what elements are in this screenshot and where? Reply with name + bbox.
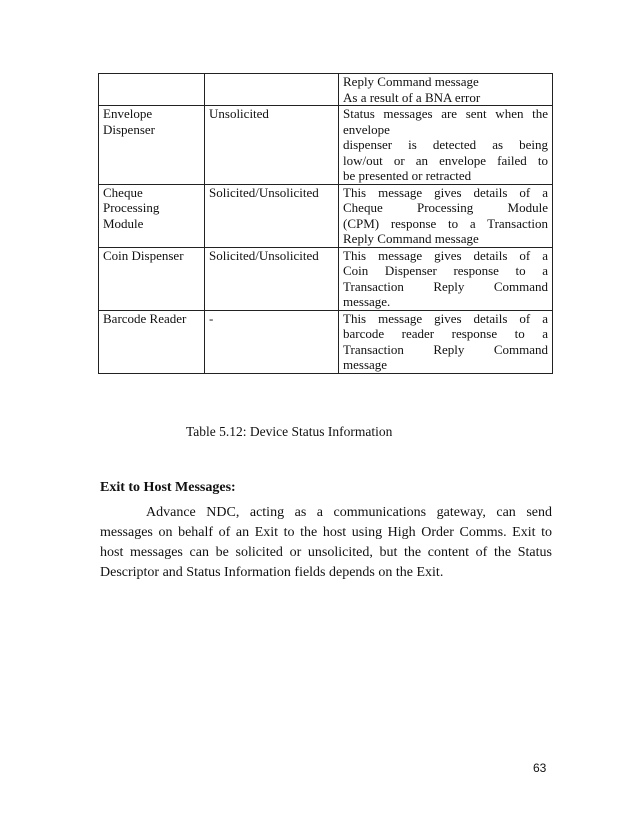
- description-cell: [339, 310, 553, 373]
- description-cell: [339, 74, 553, 106]
- description-line: be presented or retracted: [343, 168, 472, 183]
- table-row: [99, 247, 553, 310]
- description-line: Reply Command message: [343, 231, 479, 246]
- description-line: This message gives details of a: [343, 247, 548, 263]
- description-line: low/out or an envelope failed to: [343, 152, 548, 168]
- description-line: Coin Dispenser response to a: [343, 263, 548, 278]
- description-cell: [339, 106, 553, 185]
- description-line: Status messages are sent when the: [343, 106, 548, 121]
- message-type: -: [209, 310, 214, 326]
- description-line: This message gives details of a: [343, 184, 548, 200]
- description-line: message.: [343, 294, 391, 309]
- page-number: 63: [533, 761, 547, 775]
- device-status-table: [98, 73, 553, 374]
- description-line: message: [343, 357, 388, 372]
- description-line: Reply Command message: [343, 74, 479, 89]
- table-row: [99, 184, 553, 247]
- device-cell: [99, 74, 205, 106]
- device-cell: [99, 184, 205, 247]
- device-name: Envelope Dispenser: [103, 106, 155, 137]
- description-cell: [339, 184, 553, 247]
- description-line: envelope: [343, 121, 390, 137]
- description-line: This message gives details of a: [343, 310, 548, 326]
- description-line: Cheque Processing Module: [343, 200, 548, 215]
- type-cell: [205, 106, 339, 185]
- device-name: Coin Dispenser: [103, 247, 184, 263]
- table-row: [99, 106, 553, 185]
- paragraph-line: Descriptor and Status Information fields depends on the Exit.: [100, 565, 444, 580]
- paragraph-line: Advance NDC, acting as a communications gateway, can send: [146, 505, 552, 520]
- paragraph-line: messages on behalf of an Exit to the host using High Order Comms. Exit to: [100, 525, 552, 540]
- description-line: barcode reader response to a: [343, 326, 548, 341]
- table-row: [99, 74, 553, 106]
- section-heading: Exit to Host Messages:: [100, 480, 236, 495]
- description-line: dispenser is detected as being: [343, 137, 548, 152]
- description-line: Transaction Reply Command: [343, 341, 548, 357]
- device-name: Cheque Processing Module: [103, 184, 160, 231]
- device-cell: [99, 310, 205, 373]
- device-cell: [99, 247, 205, 310]
- message-type: Solicited/Unsolicited: [209, 184, 319, 200]
- description-line: Transaction Reply Command: [343, 278, 548, 294]
- message-type: Unsolicited: [209, 106, 269, 121]
- type-cell: [205, 184, 339, 247]
- description-line: (CPM) response to a Transaction: [343, 215, 548, 231]
- type-cell: [205, 74, 339, 106]
- table-caption: Table 5.12: Device Status Information: [186, 424, 393, 439]
- device-cell: [99, 106, 205, 185]
- device-name: Barcode Reader: [103, 310, 187, 326]
- section-paragraph: [100, 503, 552, 583]
- paragraph-line: host messages can be solicited or unsolicited, but the content of the Status: [100, 545, 552, 560]
- table-row: [99, 310, 553, 373]
- message-type: Solicited/Unsolicited: [209, 247, 319, 263]
- description-cell: [339, 247, 553, 310]
- type-cell: [205, 310, 339, 373]
- type-cell: [205, 247, 339, 310]
- description-line: As a result of a BNA error: [343, 89, 481, 105]
